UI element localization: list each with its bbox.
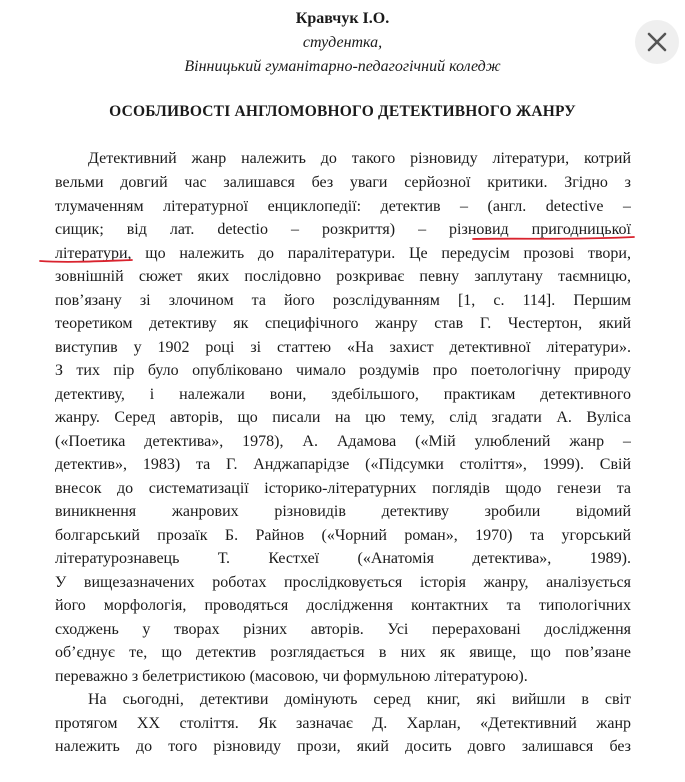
body-line: болгарський прозаїк Б. Райнов («Чорний роман», 1970) та угорський bbox=[55, 527, 631, 544]
body-line: літературознавець Т. Кестхеї («Анатомія детектива», 1989). bbox=[55, 550, 631, 567]
body-line: протягом XX століття. Як зазначає Д. Харлан, «Детективний жанр bbox=[55, 715, 631, 732]
body-line: літератури, що належить до паралітератури. Це передусім прозові твори, bbox=[55, 245, 631, 262]
body-line: жанру. Серед авторів, що писали на цю тему, слід згадати А. Вуліса bbox=[55, 409, 631, 426]
author-name: Кравчук І.О. bbox=[295, 10, 390, 27]
close-icon bbox=[646, 31, 668, 53]
body-line: тлумаченням літературної енциклопедії: детектив – (англ. detective – bbox=[55, 198, 631, 215]
body-line: належить до того різновиду прози, який досить довго залишався без bbox=[55, 738, 631, 755]
author-affiliation: Вінницький гуманітарно-педагогічний коледж bbox=[184, 58, 501, 75]
body-line: детективу, і належали вони, здебільшого, практикам детективного bbox=[55, 386, 631, 403]
body-line: («Поетика детектива», 1978), А. Адамова («Мій улюблений жанр – bbox=[55, 433, 631, 450]
author-role: студентка, bbox=[302, 34, 383, 51]
close-button[interactable] bbox=[635, 20, 679, 64]
body-line: пов’язану зі злочином та його розслідуванням [1, с. 114]. Першим bbox=[55, 292, 631, 309]
body-line: Детективний жанр належить до такого різновиду літератури, котрий bbox=[88, 150, 631, 167]
body-line: переважно з белетристикою (масовою, чи формульною літературою). bbox=[55, 668, 528, 685]
body-line: детектив», 1983) та Г. Анджапарідзе («Підсумки століття», 1999). Свій bbox=[55, 456, 631, 473]
article-title: ОСОБЛИВОСТІ АНГЛОМОВНОГО ДЕТЕКТИВНОГО ЖАНРУ bbox=[109, 103, 576, 120]
body-line: внесок до систематизації історико-літературних поглядів щодо генези та bbox=[55, 480, 631, 497]
body-line: виникнення жанрових різновидів детективу зробили відомий bbox=[55, 503, 631, 520]
body-line: сходжень у творах різних авторів. Усі перераховані дослідження bbox=[55, 621, 631, 638]
body-line: З тих пір було опубліковано чимало роздумів про поетологічну природу bbox=[55, 362, 631, 379]
body-line: виступив у 1902 році зі статтею «На захист детективної літератури». bbox=[55, 339, 631, 356]
body-line: його морфологія, проводяться дослідження контактних та типологічних bbox=[55, 597, 631, 614]
body-line: об’єднує те, що детектив розглядається в них як явище, що пов’язане bbox=[55, 644, 631, 661]
body-line: У вищезазначених роботах прослідковується історія жанру, аналізується bbox=[55, 574, 631, 591]
body-line: На сьогодні, детективи домінують серед книг, які вийшли в світ bbox=[88, 691, 631, 708]
body-line: теоретиком детективу як специфічного жанру став Г. Честертон, який bbox=[55, 315, 631, 332]
body-line: зовнішній сюжет яких послідовно розкриває певну заплутану таємницю, bbox=[55, 268, 631, 285]
body-line: сищик; від лат. detectio – розкриття) – різновид пригодницької bbox=[55, 221, 631, 238]
body-line: вельми довгий час залишався без уваги серйозної критики. Згідно з bbox=[55, 174, 631, 191]
